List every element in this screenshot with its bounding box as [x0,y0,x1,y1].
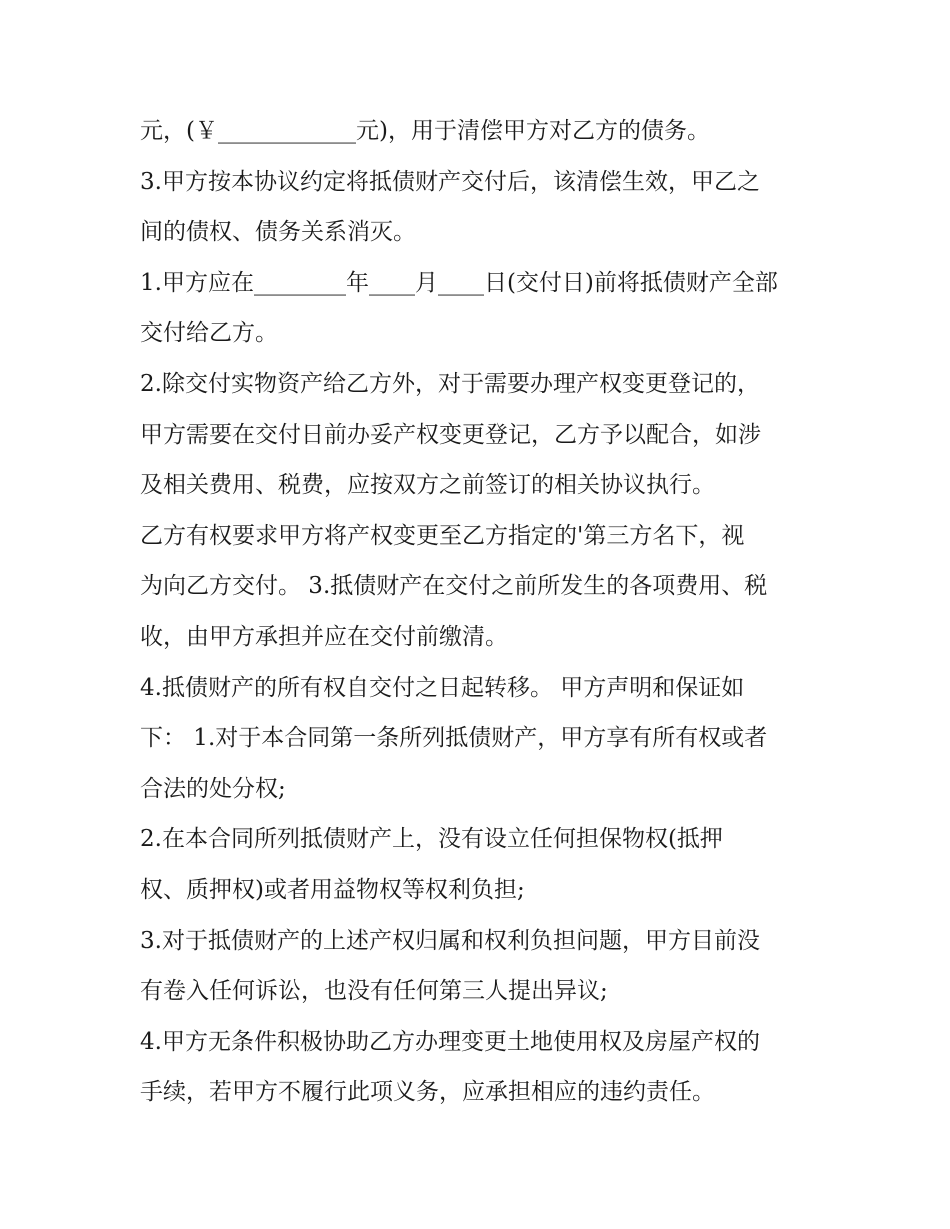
text-line-11: 收，由甲方承担并应在交付前缴清。 [140,623,508,650]
text-line-17: 3.对于抵债财产的上述产权归属和权利负担问题，甲方目前没 [140,927,760,954]
text-line-6: 2.除交付实物资产给乙方外，对于需要办理产权变更登记的， [140,370,760,397]
text-line-9: 乙方有权要求甲方将产权变更至乙方指定的'第三方名下，视 [140,522,745,549]
text-line-18: 有卷入任何诉讼，也没有任何第三人提出异议; [140,978,608,1005]
text-line-1: 元，(￥____________元)，用于清偿甲方对乙方的债务。 [140,118,710,144]
text-line-3: 间的债权、债务关系消灭。 [140,219,416,246]
text-line-4: 1.甲方应在________年____月____日(交付日)前将抵债财产全部 [140,269,778,296]
text-line-15: 2.在本合同所列抵债财产上，没有设立任何担保物权(抵押 [140,826,723,853]
document-body [140,106,820,1118]
text-line-14: 合法的处分权; [140,775,286,802]
text-line-5: 交付给乙方。 [140,320,278,347]
text-line-12: 4.抵债财产的所有权自交付之日起转移。 甲方声明和保证如 [140,674,745,701]
text-line-10: 为向乙方交付。 3.抵债财产在交付之前所发生的各项费用、税 [140,573,768,600]
text-line-20: 手续，若甲方不履行此项义务，应承担相应的违约责任。 [140,1079,715,1106]
text-line-7: 甲方需要在交付日前办妥产权变更登记，乙方予以配合，如涉 [140,421,761,448]
text-line-16: 权、质押权)或者用益物权等权利负担; [140,876,525,903]
text-line-2: 3.甲方按本协议约定将抵债财产交付后，该清偿生效，甲乙之 [140,168,760,195]
text-line-8: 及相关费用、税费，应按双方之前签订的相关协议执行。 [140,472,715,499]
text-line-13: 下： 1.对于本合同第一条所列抵债财产，甲方享有所有权或者 [140,725,768,752]
text-line-19: 4.甲方无条件积极协助乙方办理变更土地使用权及房屋产权的 [140,1028,760,1055]
